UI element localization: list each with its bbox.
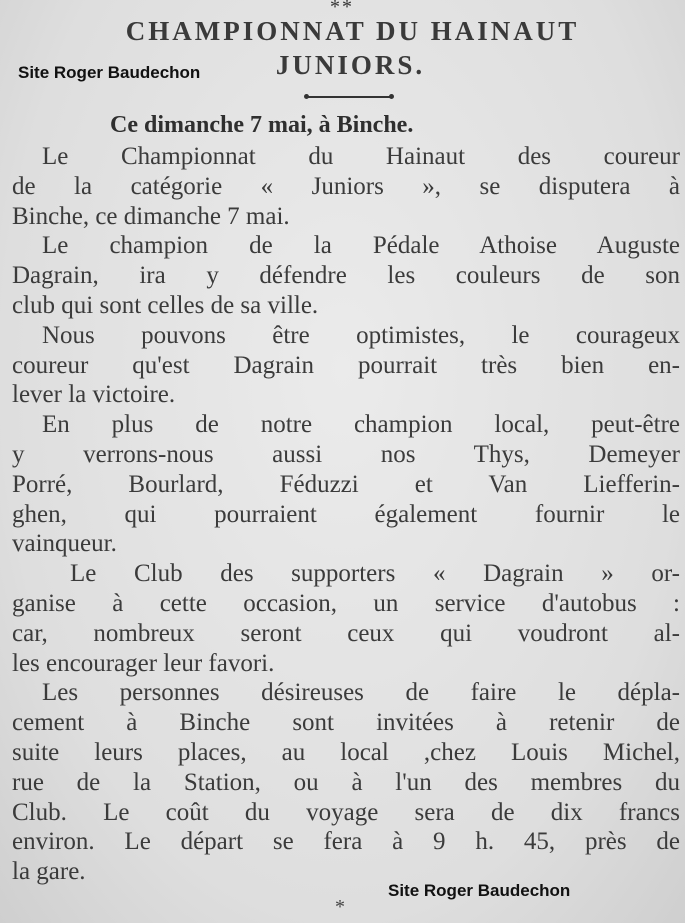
article-line: Binche, ce dimanche 7 mai. [12, 202, 290, 230]
article-line: de la catégorie « Juniors », se disputera à [12, 172, 680, 200]
article-line: vainqueur. [12, 530, 117, 558]
article-line: ganise à cette occasion, un service d'autobus : [12, 589, 680, 617]
article-line: Le Club des supporters « Dagrain » or- [70, 560, 680, 588]
article-line: environ. Le départ se fera à 9 h. 45, près de [12, 828, 680, 856]
article-line: car, nombreux seront ceux qui voudront al- [12, 619, 680, 647]
article-line: y verrons-nous aussi nos Thys, Demeyer [12, 440, 680, 468]
article-line: ghen, qui pourraient également fournir le [12, 500, 680, 528]
article-line: lever la victoire. [12, 381, 176, 409]
article-line: club qui sont celles de sa ville. [12, 291, 319, 319]
article-body [12, 142, 680, 887]
article-line: rue de la Station, ou à l'un des membres du [12, 768, 680, 796]
article-subtitle: Ce dimanche 7 mai, à Binche. [110, 112, 414, 138]
ornament-stars-top: ** [330, 0, 354, 18]
watermark-bottom: Site Roger Baudechon [388, 881, 571, 900]
article-line: les encourager leur favori. [12, 649, 275, 677]
decorative-rule [306, 96, 392, 98]
article-line: cement à Binche sont invitées à retenir de [12, 709, 680, 737]
article-line: Club. Le coût du voyage sera de dix francs [12, 798, 680, 826]
article-line: suite leurs places, au local ,chez Louis Michel, [12, 738, 680, 766]
ornament-star-bottom: * [335, 896, 345, 918]
article-title: CHAMPIONNAT DU HAINAUT [125, 16, 580, 46]
watermark-top: Site Roger Baudechon [18, 63, 201, 82]
article-line: Dagrain, ira y défendre les couleurs de son [12, 262, 680, 290]
article-line: Les personnes désireuses de faire le dépla- [42, 679, 680, 707]
article-line: coureur qu'est Dagrain pourrait très bien en- [12, 351, 680, 379]
article-line: la gare. [12, 858, 86, 886]
article-line: En plus de notre champion local, peut-être [42, 411, 680, 439]
article-line: Nous pouvons être optimistes, le courageux [42, 321, 680, 349]
article-line: Porré, Bourlard, Féduzzi et Van Liefferin- [12, 470, 680, 498]
article-title-line2: JUNIORS. [275, 50, 426, 80]
article-line: Le champion de la Pédale Athoise Auguste [42, 232, 680, 260]
article-line: Le Championnat du Hainaut des coureur [42, 143, 680, 170]
